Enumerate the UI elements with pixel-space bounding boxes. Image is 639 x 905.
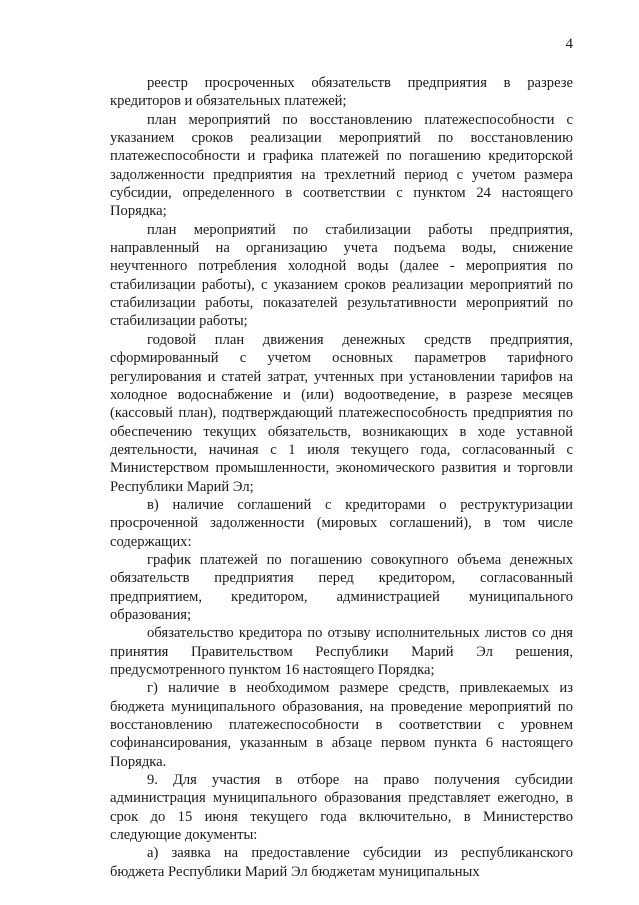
- paragraph-solvency-restoration-plan: план мероприятий по восстановлению платежеспособности с указанием сроков реализации мероприятий по восстановлению платежеспособности и графика платежей по погашению кредиторской задолженности предприятия на трехлетний период с учетом размера субсидии, определенного в соответствии с пунктом 24 настоящего Порядка;: [110, 111, 573, 220]
- paragraph-item-g-funds-availability: г) наличие в необходимом размере средств, привлекаемых из бюджета муниципального образования, на проведение мероприятий по восстановлению платежеспособности в соответствии с уровнем софинансирования, указанным в абзаце первом пункта 6 настоящего Порядка.: [110, 680, 573, 770]
- paragraph-item-v-creditor-agreements: в) наличие соглашений с кредиторами о реструктуризации просроченной задолженности (мировых соглашений), в том числе содержащих:: [110, 496, 573, 550]
- paragraph-overdue-obligations-register: реестр просроченных обязательств предприятия в разрезе кредиторов и обязательных платежей;: [110, 75, 573, 110]
- paragraph-payment-schedule: график платежей по погашению совокупного объема денежных обязательств предприятия перед кредитором, согласованный предприятием, кредитором, администрацией муниципального образования;: [110, 551, 573, 623]
- paragraph-creditor-obligation: обязательство кредитора по отзыву исполнительных листов со дня принятия Правительством Республики Марий Эл решения, предусмотренного пунктом 16 настоящего Порядка;: [110, 625, 573, 678]
- page-number: 4: [565, 36, 573, 52]
- paragraph-section-9: 9. Для участия в отборе на право получения субсидии администрация муниципального образования представляет ежегодно, в срок до 15 июня текущего года включительно, в Министерство следующие документы:: [110, 772, 573, 844]
- paragraph-stabilization-plan: план мероприятий по стабилизации работы предприятия, направленный на организацию учета подъема воды, снижение неучтенного потребления холодной воды (далее - мероприятия по стабилизации работы), с указанием сроков реализации мероприятий по стабилизации работы, показателей результативности мероприятий по стабилизации работы;: [110, 221, 573, 330]
- paragraph-annual-cash-flow-plan: годовой план движения денежных средств предприятия, сформированный с учетом основных параметров тарифного регулирования и статей затрат, учтенных при установлении тарифов на холодное водоснабжение и (или) водоотведение, в разрезе месяцев (кассовый план), подтверждающий платежеспособность предприятия по обеспечению текущих обязательств, возникающих в ходе уставной деятельности, начиная с 1 июля текущего года, согласованный с Министерством промышленности, экономического развития и торговли Республики Марий Эл;: [110, 331, 573, 495]
- document-body: [110, 74, 573, 881]
- paragraph-item-a-application: а) заявка на предоставление субсидии из республиканского бюджета Республики Марий Эл бюджетам муниципальных: [110, 845, 573, 880]
